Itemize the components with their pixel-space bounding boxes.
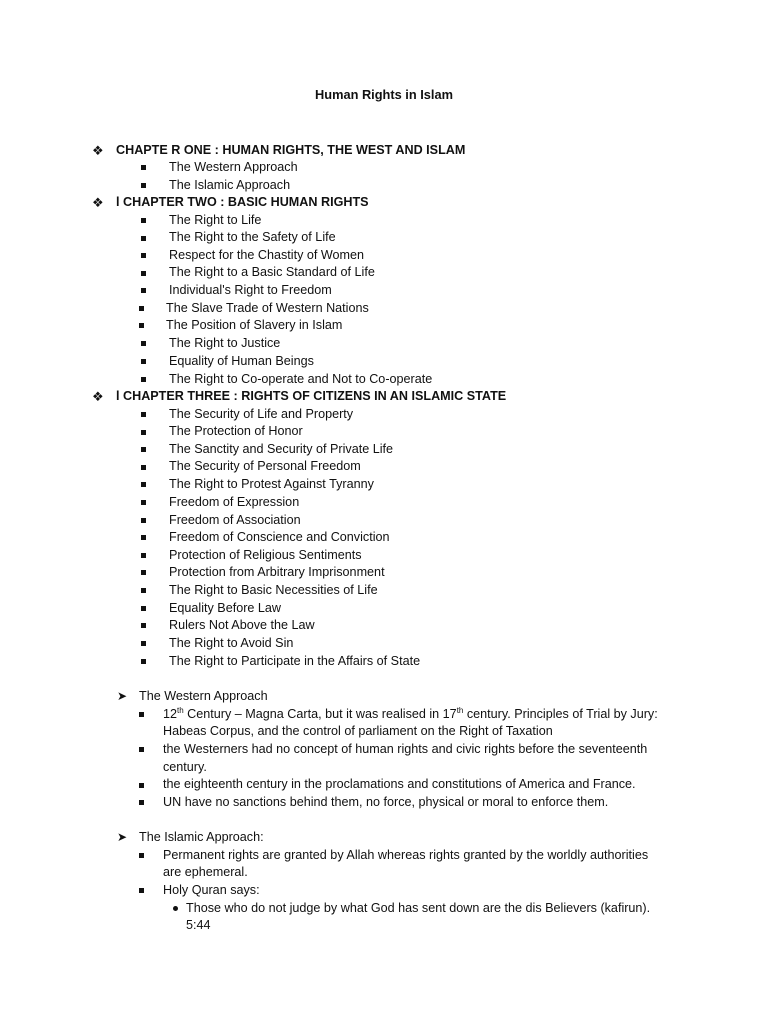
list-item: Protection from Arbitrary Imprisonment [169,565,385,579]
list-item: Freedom of Conscience and Conviction [169,530,390,544]
square-bullet-icon [141,377,146,382]
list-item: The Sanctity and Security of Private Life [169,442,394,456]
list-item: The Islamic Approach [169,178,291,192]
chapter-heading: CHAPTE R ONE : HUMAN RIGHTS, THE WEST AND ISLAM [116,143,466,157]
paragraph-line: Permanent rights are granted by Allah whereas rights granted by the worldly authorities [163,848,649,862]
square-bullet-icon [141,535,146,540]
paragraph-line: the Westerners had no concept of human rights and civic rights before the seventeenth [163,742,648,756]
superscript: th [456,705,464,715]
list-item: The Security of Life and Property [169,407,354,421]
square-bullet-icon [141,253,146,258]
square-bullet-icon [141,641,146,646]
list-item: Rulers Not Above the Law [169,618,315,632]
list-item: Freedom of Expression [169,495,300,509]
list-item: The Right to a Basic Standard of Life [169,265,375,279]
square-bullet-icon [141,288,146,293]
square-bullet-icon [139,323,144,328]
list-item: The Right to the Safety of Life [169,230,336,244]
chapter-heading: l CHAPTER TWO : BASIC HUMAN RIGHTS [116,195,369,209]
paragraph-line: UN have no sanctions behind them, no force, physical or moral to enforce them. [163,795,609,809]
list-item: The Western Approach [169,160,298,174]
list-item: The Right to Protest Against Tyranny [169,477,374,491]
paragraph-line: Habeas Corpus, and the control of parliament on the Right of Taxation [163,724,553,738]
square-bullet-icon [141,430,146,435]
square-bullet-icon [141,183,146,188]
list-item: The Right to Participate in the Affairs of State [169,654,421,668]
chapter-heading: l CHAPTER THREE : RIGHTS OF CITIZENS IN AN ISLAMIC STATE [116,389,507,403]
square-bullet-icon [139,712,144,717]
superscript: th [177,705,184,715]
list-item: Individual's Right to Freedom [169,283,332,297]
paragraph-line: century. [163,760,207,774]
text-run: century. Principles of Trial by Jury: [463,707,658,721]
square-bullet-icon [141,236,146,241]
square-bullet-icon [139,306,144,311]
square-bullet-icon [141,165,146,170]
square-bullet-icon [141,482,146,487]
square-bullet-icon [139,800,144,805]
diamond-bullet-icon: ❖ [92,143,104,158]
square-bullet-icon [139,853,144,858]
round-bullet-icon [173,906,178,911]
square-bullet-icon [141,412,146,417]
text-run: 12 [163,707,178,721]
list-item: Respect for the Chastity of Women [169,248,365,262]
quote-line: Those who do not judge by what God has sent down are the dis Believers (kafirun). [186,901,651,915]
square-bullet-icon [141,606,146,611]
square-bullet-icon [141,518,146,523]
square-bullet-icon [139,888,144,893]
square-bullet-icon [141,447,146,452]
list-item: The Right to Co-operate and Not to Co-operate [169,372,433,386]
list-item: The Right to Justice [169,336,281,350]
diamond-bullet-icon: ❖ [92,195,104,210]
list-item: The Protection of Honor [169,424,303,438]
paragraph-line: the eighteenth century in the proclamations and constitutions of America and France. [163,777,636,791]
paragraph-line: Holy Quran says: [163,883,260,897]
square-bullet-icon [141,623,146,628]
list-item: Equality Before Law [169,601,282,615]
arrow-bullet-icon: ➤ [117,689,128,703]
section-heading: The Western Approach [139,689,268,703]
list-item: The Slave Trade of Western Nations [166,301,369,315]
arrow-bullet-icon: ➤ [117,830,128,844]
square-bullet-icon [141,271,146,276]
paragraph-line [163,706,658,724]
square-bullet-icon [141,570,146,575]
paragraph-line: are ephemeral. [163,865,248,879]
list-item: The Right to Life [169,213,262,227]
list-item: Equality of Human Beings [169,354,314,368]
square-bullet-icon [141,659,146,664]
list-item: The Right to Basic Necessities of Life [169,583,378,597]
square-bullet-icon [141,341,146,346]
list-item: The Right to Avoid Sin [169,636,294,650]
list-item: The Security of Personal Freedom [169,459,361,473]
document-title: Human Rights in Islam [315,87,453,102]
square-bullet-icon [139,783,144,788]
diamond-bullet-icon: ❖ [92,389,104,404]
section-heading: The Islamic Approach: [139,830,264,844]
square-bullet-icon [141,218,146,223]
square-bullet-icon [141,553,146,558]
square-bullet-icon [141,500,146,505]
square-bullet-icon [141,588,146,593]
square-bullet-icon [141,359,146,364]
list-item: The Position of Slavery in Islam [166,318,343,332]
square-bullet-icon [141,465,146,470]
text-run: Century – Magna Carta, but it was realised in 17 [183,707,457,721]
list-item: Protection of Religious Sentiments [169,548,362,562]
list-item: Freedom of Association [169,513,301,527]
quote-line: 5:44 [186,918,211,932]
square-bullet-icon [139,747,144,752]
